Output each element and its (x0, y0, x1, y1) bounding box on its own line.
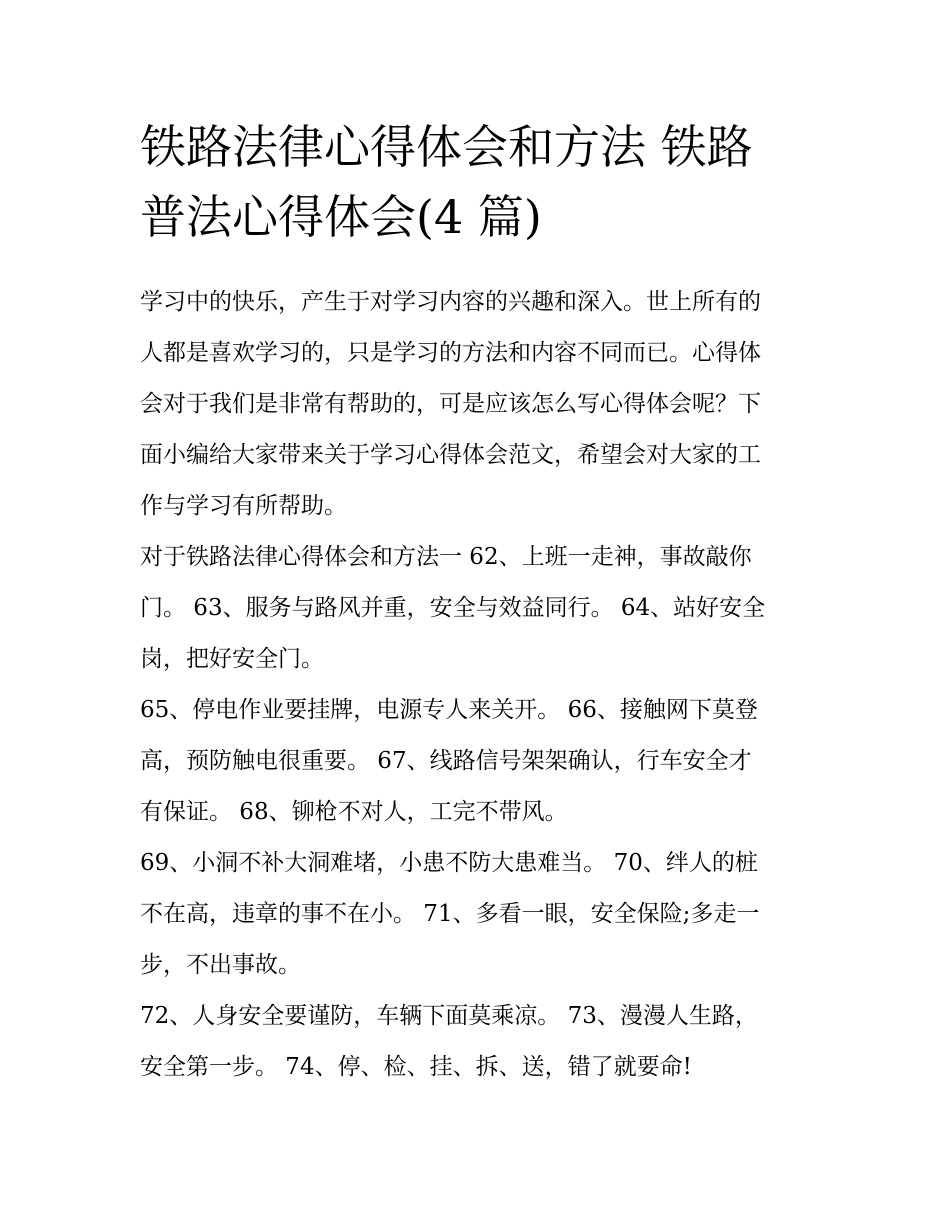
slogan-paragraph (140, 532, 820, 685)
text-line: 不在高，违章的事不在小。 71、多看一眼，安全保险;多走一 (140, 901, 760, 927)
text-line: 有保证。 68、铆枪不对人，工完不带风。 (140, 799, 568, 825)
title-line: 铁路法律心得体会和方法 铁路 (140, 120, 753, 174)
slogan-paragraph (140, 991, 820, 1093)
slogan-paragraph (140, 685, 820, 838)
document-body (140, 277, 820, 1093)
text-line: 作与学习有所帮助。 (140, 493, 347, 519)
text-line: 岗，把好安全门。 (140, 646, 324, 672)
text-line: 会对于我们是非常有帮助的，可是应该怎么写心得体会呢？下 (140, 391, 761, 417)
document-title (140, 112, 820, 252)
text-line: 步，不出事故。 (140, 952, 301, 978)
text-line: 面小编给大家带来关于学习心得体会范文，希望会对大家的工 (140, 442, 761, 468)
text-line: 高，预防触电很重要。 67、线路信号架架确认，行车安全才 (140, 748, 752, 774)
text-line: 门。 63、服务与路风并重，安全与效益同行。 64、站好安全 (140, 595, 766, 621)
text-line: 72、人身安全要谨防，车辆下面莫乘凉。 73、漫漫人生路， (140, 1003, 758, 1029)
text-line: 69、小洞不补大洞难堵，小患不防大患难当。 70、绊人的桩 (140, 850, 758, 876)
intro-paragraph (140, 277, 820, 532)
title-line: 普法心得体会(4 篇) (140, 190, 542, 244)
text-line: 65、停电作业要挂牌，电源专人来关开。 66、接触网下莫登 (140, 697, 758, 723)
text-line: 学习中的快乐，产生于对学习内容的兴趣和深入。世上所有的 (140, 289, 761, 315)
text-line: 人都是喜欢学习的，只是学习的方法和内容不同而已。心得体 (140, 340, 761, 366)
slogan-paragraph (140, 838, 820, 991)
text-line: 安全第一步。 74、停、检、挂、拆、送，错了就要命! (140, 1054, 692, 1080)
text-line: 对于铁路法律心得体会和方法一 62、上班一走神，事故敲你 (140, 544, 752, 570)
